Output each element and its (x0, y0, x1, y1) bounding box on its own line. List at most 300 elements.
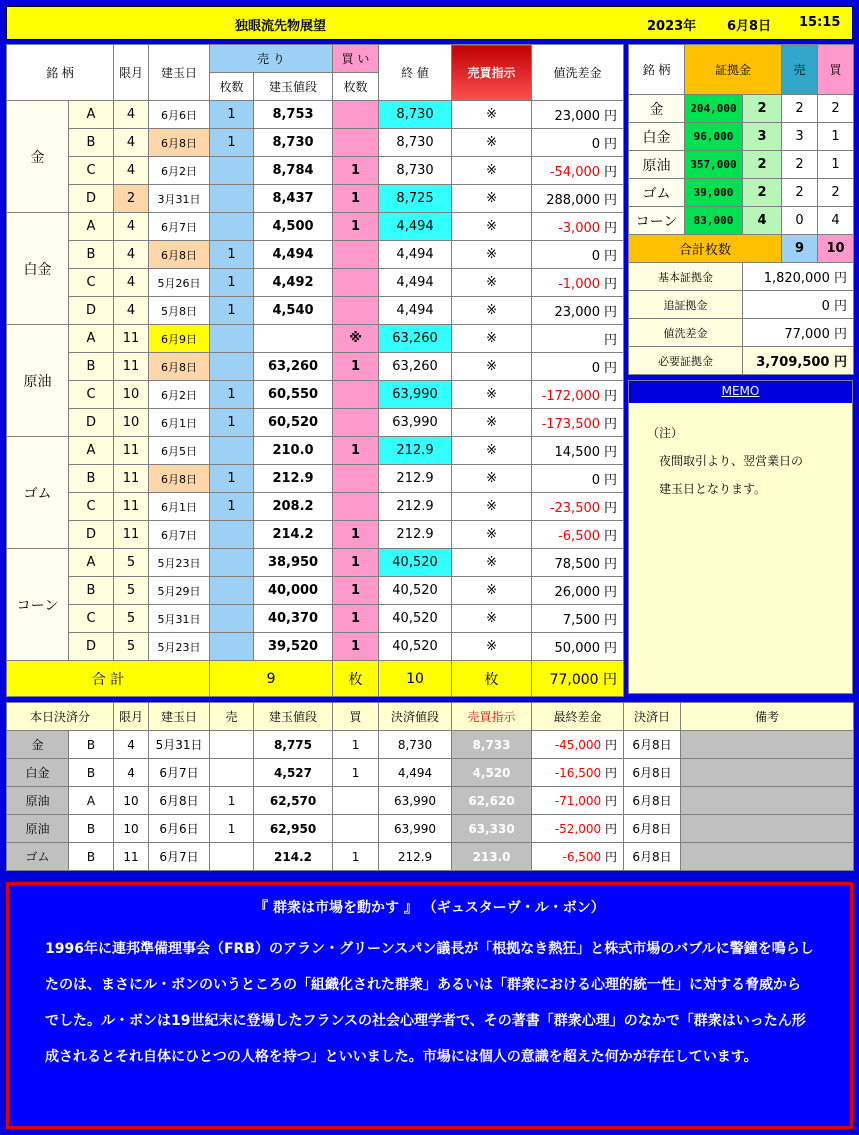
open-date: 5月23日 (149, 549, 210, 577)
open-price: 40,000 (254, 577, 333, 605)
buy-count: 1 (333, 605, 379, 633)
buy-count: 1 (333, 157, 379, 185)
diff-value (532, 409, 624, 437)
yen-unit: 円 (605, 766, 618, 780)
memo-line: （注） (647, 426, 684, 440)
total-buy-unit: 枚 (452, 661, 532, 697)
count-row (629, 235, 854, 263)
signal-mark: ※ (452, 465, 532, 493)
diff-amount: 26,000 (554, 585, 601, 600)
diff-value (532, 493, 624, 521)
contract-letter: A (69, 437, 114, 465)
contract-letter: D (69, 297, 114, 325)
diff-amount: -172,000 (541, 389, 601, 404)
sell-count: 1 (210, 101, 254, 129)
diff-value (532, 101, 624, 129)
sell-count: 1 (210, 493, 254, 521)
settle-final (532, 815, 624, 843)
side-header-buy: 買 (818, 45, 854, 95)
settle-date: 6月6日 (149, 815, 210, 843)
margin-commodity: 原油 (629, 151, 685, 179)
yen-unit: 円 (604, 417, 618, 432)
sell-count (210, 577, 254, 605)
summary-row (629, 347, 854, 375)
contract-letter: C (69, 157, 114, 185)
header-signal: 売買指示 (452, 45, 532, 101)
settle-letter: B (69, 759, 114, 787)
settle-final (532, 759, 624, 787)
yen-unit: 円 (604, 165, 618, 180)
signal-mark: ※ (452, 437, 532, 465)
side-sell-count: 2 (782, 179, 818, 207)
summary-value (743, 291, 854, 319)
yen-unit: 円 (604, 501, 618, 516)
close-price: 212.9 (379, 521, 452, 549)
close-price: 40,520 (379, 549, 452, 577)
diff-value (532, 353, 624, 381)
settle-buy (333, 815, 379, 843)
open-price: 60,520 (254, 409, 333, 437)
header-time: 15:15 (799, 15, 841, 30)
margin-amount: 39,000 (685, 179, 743, 207)
contract-month: 4 (114, 101, 149, 129)
memo-body (629, 405, 852, 693)
buy-count (333, 101, 379, 129)
total-buy: 10 (379, 661, 452, 697)
diff-value (532, 605, 624, 633)
commodity-name: ゴム (7, 437, 69, 549)
summary-amount: 0 (821, 299, 830, 314)
settle-signal: 8,733 (452, 731, 532, 759)
contract-month: 10 (114, 381, 149, 409)
contract-month: 11 (114, 493, 149, 521)
header-row (7, 703, 854, 731)
buy-count: 1 (333, 185, 379, 213)
diff-value (532, 185, 624, 213)
settlement-table (6, 702, 854, 871)
signal-mark: ※ (452, 241, 532, 269)
settle-row (7, 815, 854, 843)
header-close: 終 値 (379, 45, 452, 101)
yen-unit: 円 (604, 333, 618, 348)
contract-month: 2 (114, 185, 149, 213)
positions-table (6, 44, 624, 697)
sell-count: 1 (210, 241, 254, 269)
yen-unit: 円 (605, 850, 618, 864)
settle-letter: B (69, 731, 114, 759)
contract-month: 4 (114, 129, 149, 157)
header-row (629, 45, 854, 95)
yen-unit: 円 (604, 585, 618, 600)
settle-buy (333, 787, 379, 815)
margin-row (629, 151, 854, 179)
sell-count (210, 437, 254, 465)
open-date: 6月7日 (149, 521, 210, 549)
close-price: 212.9 (379, 465, 452, 493)
settle-letter: A (69, 787, 114, 815)
settle-final (532, 843, 624, 871)
settle-price: 62,950 (254, 815, 333, 843)
settle-note (681, 787, 854, 815)
settle-final (532, 787, 624, 815)
open-date: 6月1日 (149, 493, 210, 521)
quote-text: 1996年に連邦準備理事会（FRB）のアラン・グリーンスパン議長が「根拠なき熱狂」と株式市場のバブルに警鐘を鳴らしたのは、まさにル・ボンのいうところの「組織化された群衆」あるいは「群衆における心理的統一性」に対する脅威からでした。ル・ボンは19世紀末に登場したフランスの社会心理学者で、その著書「群衆心理」のなかで「群衆はいったん形成されるとそれ自体にひとつの人格を持つ」といいました。市場には個人の意識を超えた何かが存在しています。 (45, 941, 814, 1065)
header-row (7, 45, 624, 73)
position-row (7, 381, 624, 409)
settle-price: 62,570 (254, 787, 333, 815)
settle-letter: B (69, 843, 114, 871)
buy-count: ※ (333, 325, 379, 353)
yen-unit: 円 (604, 557, 618, 572)
header-sell: 売 り (210, 45, 333, 73)
yen-unit: 円 (604, 221, 618, 236)
contract-month: 5 (114, 633, 149, 661)
diff-amount: 50,000 (554, 641, 601, 656)
total-sell: 9 (210, 661, 333, 697)
contract-month: 11 (114, 325, 149, 353)
sell-count: 1 (210, 381, 254, 409)
margin-commodity: ゴム (629, 179, 685, 207)
settle-sell: 1 (210, 787, 254, 815)
open-price: 40,370 (254, 605, 333, 633)
commodity-name: コーン (7, 549, 69, 661)
close-price: 4,494 (379, 213, 452, 241)
sell-count (210, 605, 254, 633)
settle-header-price: 建玉値段 (254, 703, 333, 731)
quote-title: 『 群衆は市場を動かす 』 （ギュスターヴ・ル・ボン） (254, 900, 605, 916)
close-price: 4,494 (379, 241, 452, 269)
settle-header-signal: 売買指示 (452, 703, 532, 731)
open-price: 210.0 (254, 437, 333, 465)
position-row (7, 297, 624, 325)
contract-month: 4 (114, 213, 149, 241)
margin-row (629, 123, 854, 151)
open-date: 6月9日 (149, 325, 210, 353)
settle-header-month: 限月 (114, 703, 149, 731)
commodity-name: 金 (7, 101, 69, 213)
signal-mark: ※ (452, 353, 532, 381)
position-row (7, 409, 624, 437)
contract-letter: C (69, 605, 114, 633)
open-price: 8,753 (254, 101, 333, 129)
diff-value (532, 633, 624, 661)
contract-letter: D (69, 633, 114, 661)
open-date: 6月8日 (149, 241, 210, 269)
position-row (7, 353, 624, 381)
header-diff: 値洗差金 (532, 45, 624, 101)
position-row (7, 437, 624, 465)
open-price (254, 325, 333, 353)
signal-mark: ※ (452, 521, 532, 549)
position-row (7, 213, 624, 241)
contract-letter: A (69, 101, 114, 129)
side-buy-count: 2 (818, 179, 854, 207)
diff-amount: -6,500 (558, 529, 601, 544)
yen-unit: 円 (604, 473, 618, 488)
yen-unit: 円 (604, 641, 618, 656)
yen-unit: 円 (604, 249, 618, 264)
commodity-name: 原油 (7, 325, 69, 437)
summary-row (629, 263, 854, 291)
diff-amount: 0 (591, 473, 601, 488)
diff-amount: -54,000 (549, 165, 601, 180)
position-row (7, 549, 624, 577)
settle-signal: 213.0 (452, 843, 532, 871)
settle-signal: 62,620 (452, 787, 532, 815)
sell-count (210, 633, 254, 661)
close-price: 8,730 (379, 129, 452, 157)
yen-unit: 円 (604, 305, 618, 320)
open-date: 5月29日 (149, 577, 210, 605)
buy-count (333, 297, 379, 325)
diff-amount: -173,500 (541, 417, 601, 432)
quote-box (6, 882, 853, 1129)
position-row (7, 325, 624, 353)
diff-amount: 0 (591, 137, 601, 152)
settle-month: 11 (114, 843, 149, 871)
settle-settle-date: 6月8日 (624, 787, 681, 815)
margin-amount: 357,000 (685, 151, 743, 179)
close-price: 40,520 (379, 577, 452, 605)
open-date: 6月2日 (149, 381, 210, 409)
yen-unit: 円 (834, 355, 848, 370)
sell-count (210, 185, 254, 213)
diff-amount: -3,000 (558, 221, 601, 236)
signal-mark: ※ (452, 493, 532, 521)
settle-settle-date: 6月8日 (624, 843, 681, 871)
sell-count: 1 (210, 297, 254, 325)
diff-amount: 0 (591, 249, 601, 264)
settle-date: 6月7日 (149, 843, 210, 871)
settle-commodity: ゴム (7, 843, 69, 871)
buy-count: 1 (333, 549, 379, 577)
position-row (7, 605, 624, 633)
sell-count (210, 549, 254, 577)
contract-month: 5 (114, 549, 149, 577)
signal-mark: ※ (452, 213, 532, 241)
margin-count: 3 (743, 123, 782, 151)
close-price: 40,520 (379, 605, 452, 633)
contract-letter: B (69, 577, 114, 605)
settle-commodity: 原油 (7, 815, 69, 843)
header-open-date: 建玉日 (149, 45, 210, 101)
open-date: 5月8日 (149, 297, 210, 325)
sell-count: 1 (210, 129, 254, 157)
position-row (7, 633, 624, 661)
close-price: 63,260 (379, 353, 452, 381)
settle-note (681, 843, 854, 871)
margin-amount: 204,000 (685, 95, 743, 123)
open-date: 5月26日 (149, 269, 210, 297)
settle-note (681, 731, 854, 759)
yen-unit: 円 (834, 327, 848, 342)
settle-sell (210, 731, 254, 759)
settle-buy: 1 (333, 843, 379, 871)
summary-amount: 77,000 (784, 327, 830, 342)
diff-amount: 288,000 (546, 193, 601, 208)
diff-amount: 14,500 (554, 445, 601, 460)
buy-count (333, 241, 379, 269)
settle-close: 4,494 (379, 759, 452, 787)
margin-row (629, 95, 854, 123)
diff-value (532, 437, 624, 465)
settle-header-settle-price: 決済値段 (379, 703, 452, 731)
header-price: 建玉値段 (254, 73, 333, 101)
open-price: 208.2 (254, 493, 333, 521)
yen-unit: 円 (603, 671, 618, 688)
page-title: 独眼流先物展望 (235, 19, 327, 34)
side-sell-count: 2 (782, 151, 818, 179)
open-price: 214.2 (254, 521, 333, 549)
buy-count (333, 381, 379, 409)
diff-value (532, 129, 624, 157)
contract-month: 11 (114, 465, 149, 493)
diff-value (532, 381, 624, 409)
side-sell-count: 3 (782, 123, 818, 151)
position-row (7, 269, 624, 297)
final-amount: -52,000 (554, 822, 602, 836)
settle-row (7, 843, 854, 871)
diff-amount: -23,500 (549, 501, 601, 516)
total-diff-amount: 77,000 (549, 671, 599, 688)
settle-note (681, 759, 854, 787)
memo-link[interactable]: MEMO (629, 381, 852, 403)
signal-mark: ※ (452, 605, 532, 633)
settle-date: 5月31日 (149, 731, 210, 759)
summary-row (629, 291, 854, 319)
open-price: 8,437 (254, 185, 333, 213)
sell-count: 1 (210, 269, 254, 297)
contract-letter: B (69, 353, 114, 381)
yen-unit: 円 (604, 137, 618, 152)
margin-count: 2 (743, 151, 782, 179)
sell-count (210, 213, 254, 241)
side-buy-count: 2 (818, 95, 854, 123)
settle-month: 10 (114, 787, 149, 815)
signal-mark: ※ (452, 101, 532, 129)
buy-count (333, 409, 379, 437)
contract-letter: B (69, 129, 114, 157)
final-amount: -6,500 (562, 850, 602, 864)
header-buy: 買 い (333, 45, 379, 73)
buy-count: 1 (333, 353, 379, 381)
summary-value (743, 347, 854, 375)
settle-settle-date: 6月8日 (624, 815, 681, 843)
buy-count: 1 (333, 577, 379, 605)
open-date: 6月7日 (149, 213, 210, 241)
settle-signal: 63,330 (452, 815, 532, 843)
contract-month: 5 (114, 605, 149, 633)
diff-amount: 0 (591, 361, 601, 376)
open-price: 38,950 (254, 549, 333, 577)
settle-close: 63,990 (379, 815, 452, 843)
settle-final (532, 731, 624, 759)
diff-value (532, 297, 624, 325)
yen-unit: 円 (604, 361, 618, 376)
settle-row (7, 787, 854, 815)
final-amount: -45,000 (554, 738, 602, 752)
settle-date: 6月8日 (149, 787, 210, 815)
signal-mark: ※ (452, 549, 532, 577)
summary-row (629, 319, 854, 347)
settle-row (7, 731, 854, 759)
open-price: 212.9 (254, 465, 333, 493)
position-row (7, 101, 624, 129)
signal-mark: ※ (452, 325, 532, 353)
buy-count: 1 (333, 213, 379, 241)
yen-unit: 円 (834, 271, 848, 286)
sell-count (210, 157, 254, 185)
open-price: 4,500 (254, 213, 333, 241)
yen-unit: 円 (834, 299, 848, 314)
signal-mark: ※ (452, 185, 532, 213)
settle-date: 6月7日 (149, 759, 210, 787)
title-bar (6, 6, 853, 40)
sell-count: 1 (210, 465, 254, 493)
margin-table (628, 44, 854, 375)
total-label: 合 計 (7, 661, 210, 697)
memo-panel (628, 380, 853, 694)
margin-count: 2 (743, 95, 782, 123)
settle-note (681, 815, 854, 843)
contract-letter: B (69, 465, 114, 493)
buy-count (333, 129, 379, 157)
margin-row (629, 207, 854, 235)
settle-commodity: 金 (7, 731, 69, 759)
open-price: 63,260 (254, 353, 333, 381)
count-sell: 9 (782, 235, 818, 263)
open-date: 6月8日 (149, 353, 210, 381)
margin-count: 4 (743, 207, 782, 235)
settle-header-buy: 買 (333, 703, 379, 731)
yen-unit: 円 (604, 445, 618, 460)
summary-value (743, 319, 854, 347)
signal-mark: ※ (452, 409, 532, 437)
side-header-margin: 証拠金 (685, 45, 782, 95)
sell-count (210, 521, 254, 549)
diff-value (532, 269, 624, 297)
final-amount: -16,500 (554, 766, 602, 780)
settle-header-brand: 本日決済分 (7, 703, 114, 731)
contract-month: 11 (114, 437, 149, 465)
header-buy-count: 枚数 (333, 73, 379, 101)
contract-month: 4 (114, 269, 149, 297)
close-price: 4,494 (379, 269, 452, 297)
signal-mark: ※ (452, 381, 532, 409)
yen-unit: 円 (604, 389, 618, 404)
side-sell-count: 2 (782, 95, 818, 123)
yen-unit: 円 (604, 529, 618, 544)
settle-header-sell: 売 (210, 703, 254, 731)
header-brand: 銘 柄 (7, 45, 114, 101)
position-row (7, 157, 624, 185)
settle-header-settle-date: 決済日 (624, 703, 681, 731)
margin-amount: 96,000 (685, 123, 743, 151)
diff-amount: 23,000 (554, 109, 601, 124)
total-diff (532, 661, 624, 697)
open-date: 6月1日 (149, 409, 210, 437)
settle-signal: 4,520 (452, 759, 532, 787)
open-date: 6月2日 (149, 157, 210, 185)
side-buy-count: 1 (818, 151, 854, 179)
signal-mark: ※ (452, 297, 532, 325)
close-price: 4,494 (379, 297, 452, 325)
contract-letter: A (69, 325, 114, 353)
side-buy-count: 1 (818, 123, 854, 151)
contract-letter: A (69, 549, 114, 577)
settle-buy: 1 (333, 731, 379, 759)
diff-value (532, 465, 624, 493)
